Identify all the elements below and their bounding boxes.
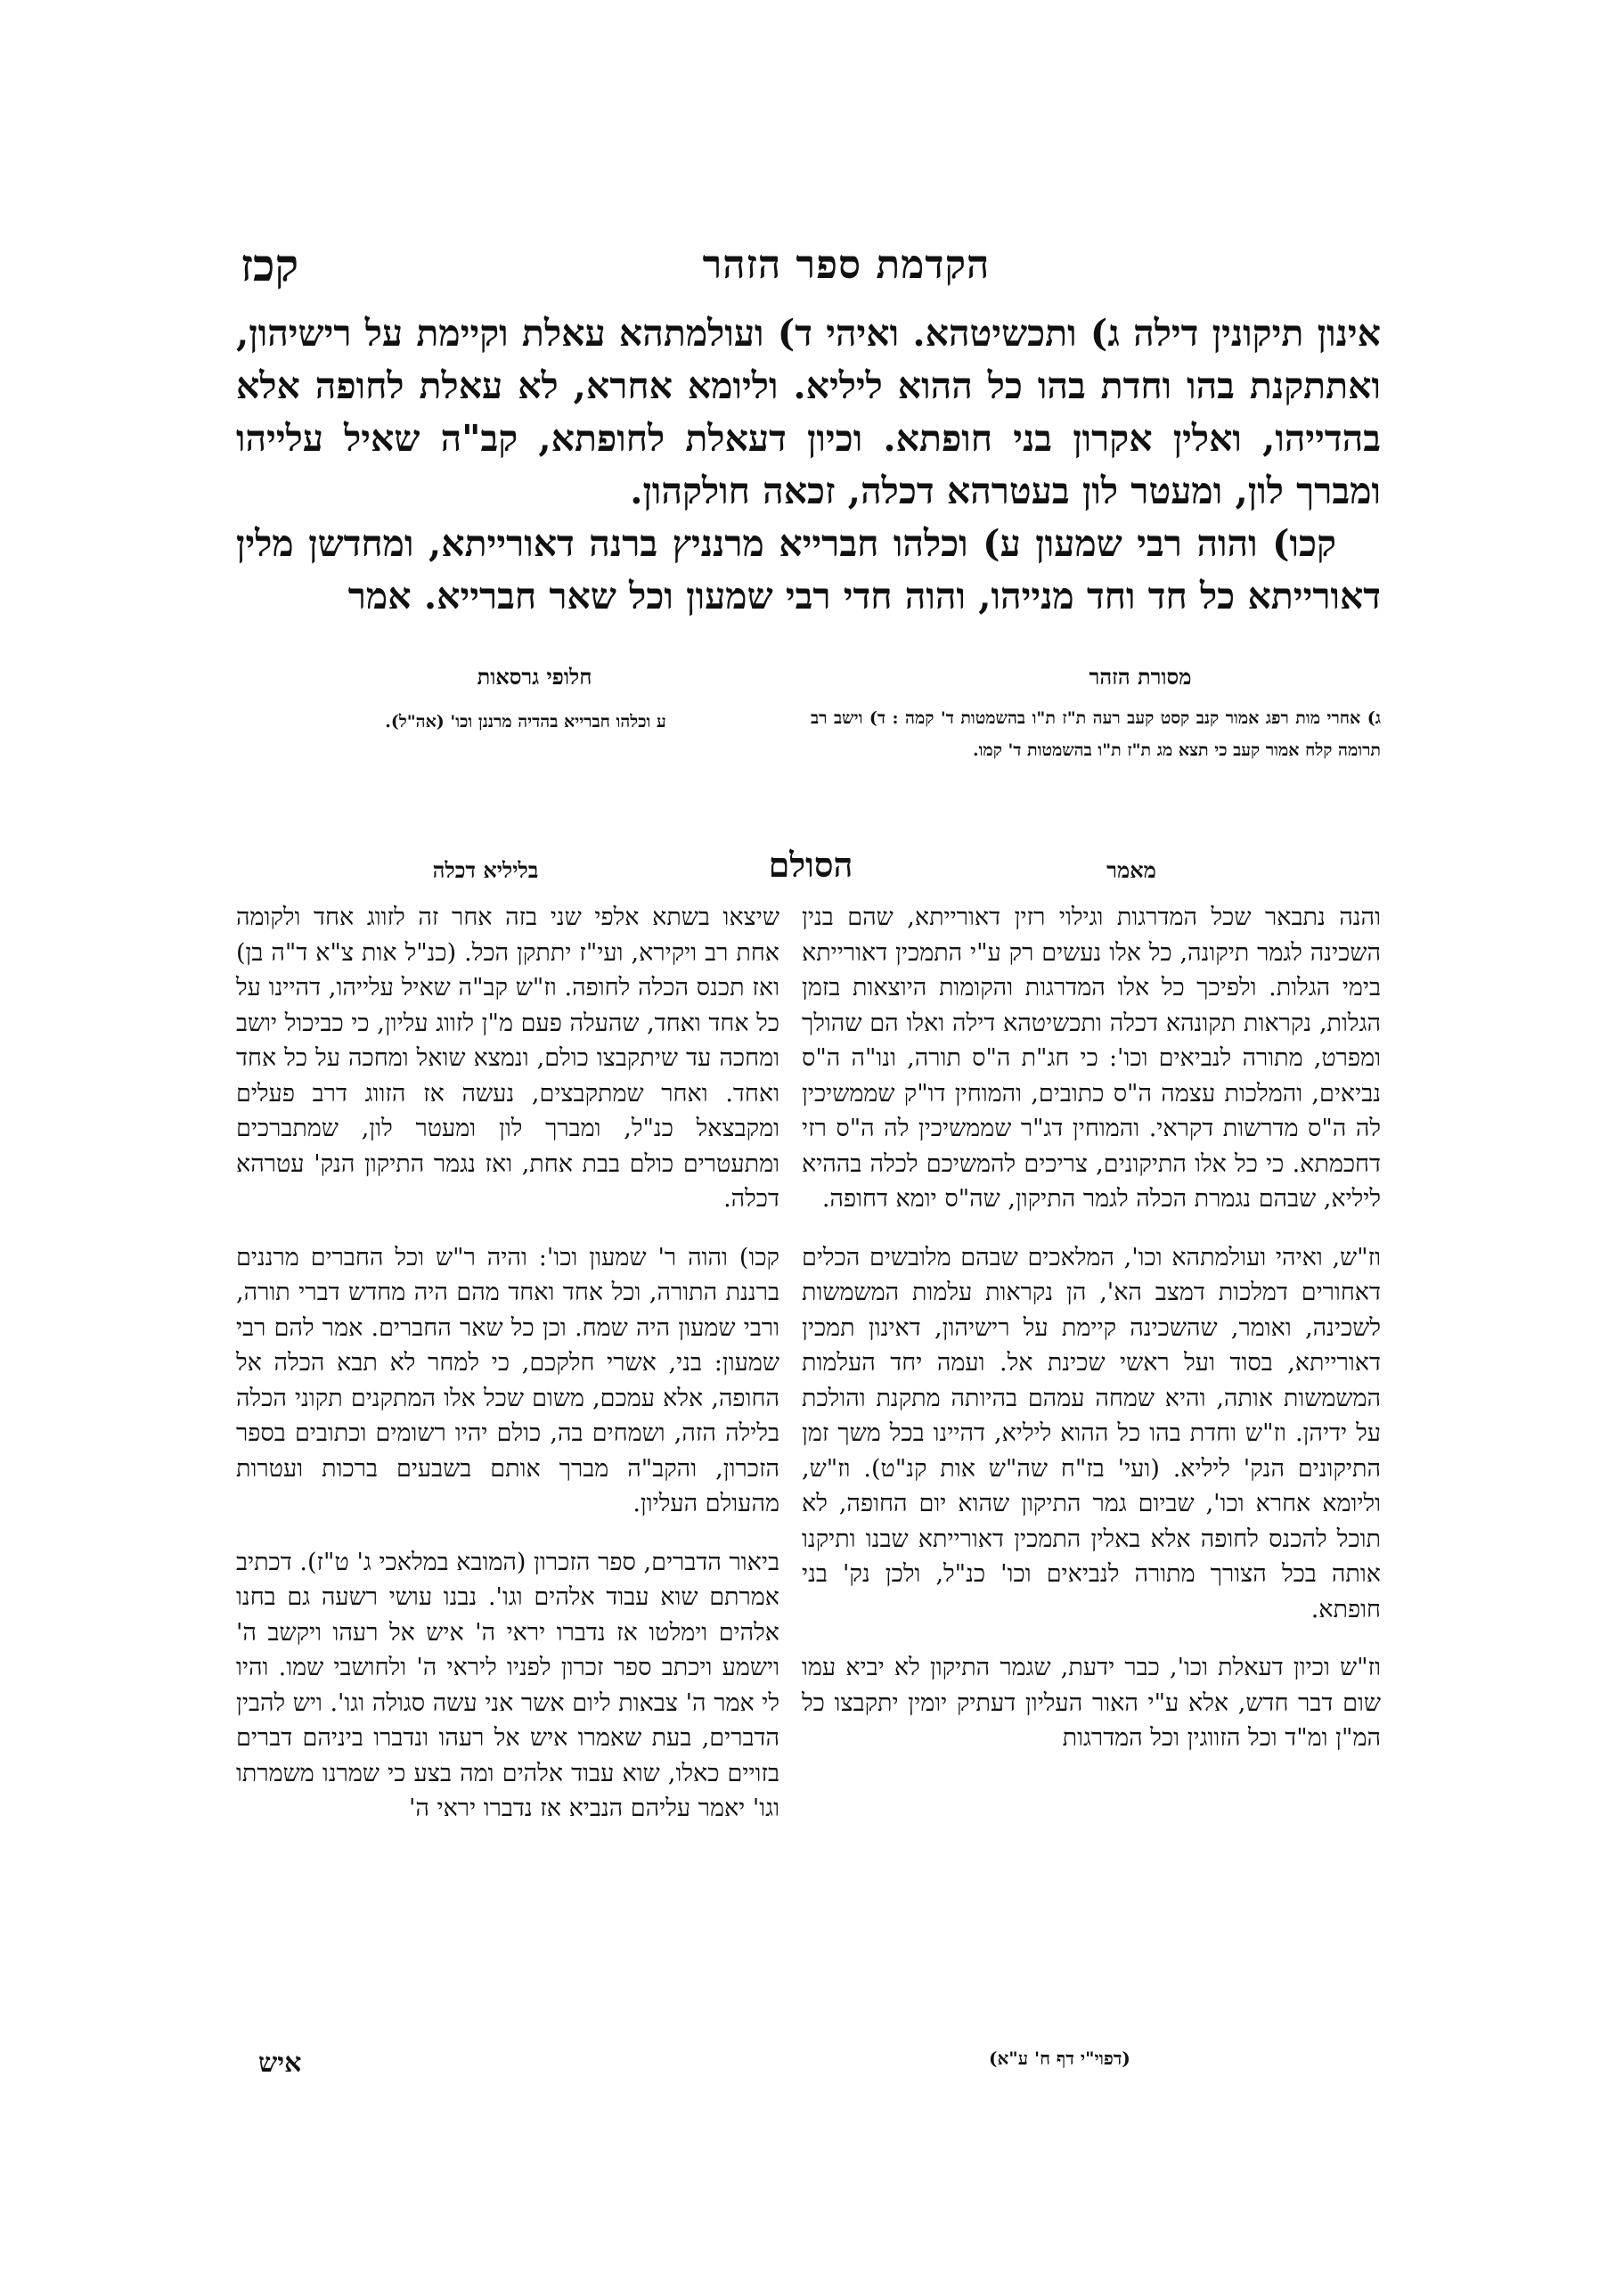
- main-paragraph-1: אינון תיקונין דילה ג) ותכשיטהא. ואיהי ד) ועולמתהא עאלת וקיימת על רישיהון, ואתתקנת בהו וחדת בהו כל ההוא ליליא. וליומא אחרא, לא עאלת לחופה אלא בהדייהו, ואלין אקרון בני חופתא. וכיון דעאלת לחופתא, קב"ה שאיל עלייהו ומברך לון, ומעטר לון בעטרהא דכלה, זכאה חולקהון.: [236, 312, 1381, 512]
- commentary-column-left: [236, 900, 779, 1850]
- commentary-column-right: [802, 900, 1381, 1779]
- commentary-right-paragraph-2: וז"ש, ואיהי ועולמתהא וכו', המלאכים שבהם מלובשים הכלים דאחורים דמלכות דמצב הא', הן נקראות עלמות המשמשות לשכינה, ואומר, שהשכינה קיימת על רישיהון, דאינון תמכין דאורייתא, בסוד ועל ראשי שכינת אל. ועמה יחד העלמות המשמשות אותה, והיא שמחה עמהם בהיותה מתקנת והולכת על ידיהן. וז"ש וחדת בהו כל ההוא ליליא, דהיינו בכל משך זמן התיקונים הנק' ליליא. (ועי' בז"ח שה"ש אות קנ"ט). וז"ש, וליומא אחרא וכו', שביום גמר התיקון שהוא יום החופה, לא תוכל להכנס לחופה אלא באלין התמכין דאורייתא שבנו ותיקנו אותה בכל הצורך מתורה לנביאים וכו' כנ"ל, ולכן נק' בני חופתא.: [802, 1243, 1381, 1623]
- commentary-right-paragraph-1: והנה נתבאר שכל המדרגות וגילוי רזין דאורייתא, שהם בנין השכינה לגמר תיקונה, כל אלו נעשים רק ע"י התמכין דאורייתא בימי הגלות. ולפיכך כל אלו המדרגות והקומות היוצאות בזמן הגלות, נקראות תקונהא דכלה ותכשיטהא דילה ואלו הם שהולך ומפרט, מתורה לנביאים וכו': כי חג"ת ה"ס תורה, ונו"ה ה"ס נביאים, והמלכות עצמה ה"ס כתובים, והמוחין דו"ק שממשיכין לה ה"ס מדרשות דקראי. והמוחין דג"ר שממשיכין לה ה"ס רזי דחכמתא. כי כל אלו התיקונים, צריכים להמשיכם לכלה בההיא ליליא, שבהם נגמרת הכלה לגמר התיקון, שה"ס יומא דחופה.: [802, 903, 1381, 1213]
- catchword: איש: [258, 2048, 302, 2079]
- main-paragraph-2: קכו) והוה רבי שמעון ע) וכלהו חברייא מרנניץ ברנה דאורייתא, ומחדשן מלין דאורייתא כל חד וחד מנייהו, והוה חדי רבי שמעון וכל שאר חברייא. אמר: [236, 522, 1381, 617]
- chilufei-text: ע וכלהו חברייא בהדיה מרננן וכו' (אה"ל).: [385, 712, 666, 732]
- commentary-header-center: הסולם: [768, 845, 853, 885]
- chilufei-title: חלופי גרסאות: [477, 664, 592, 690]
- commentary-header-left: בליליא דכלה: [432, 857, 539, 883]
- zohar-main-text: [236, 307, 1381, 623]
- masoret-title: מסורת הזהר: [1089, 664, 1192, 690]
- commentary-left-paragraph-1: שיצאו בשתא אלפי שני בזה אחר זה לזווג אחד ולקומה אחת רב ויקירא, ועי"ז יתתקן הכל. (כנ"ל אות צ"א ד"ה בן) ואז תכנס הכלה לחופה. וז"ש קב"ה שאיל עלייהו, דהיינו על כל אחד ואחד, שהעלה פעם מ"ן לזווג עליון, כי כביכול יושב ומחכה עד שיתקבצו כולם, ונמצא שואל ומחכה על כל אחד ואחד. ואחר שמתקבצים, נעשה אז הזווג דרב פעלים ומקבצאל כנ"ל, ומברך לון ומעטר לון, שמתברכים ומתעטרים כולם בבת אחת, ואז נגמר התיקון הנק' עטרהא דכלה.: [236, 903, 779, 1213]
- commentary-header-right: מאמר: [1106, 857, 1156, 883]
- commentary-right-paragraph-3: וז"ש וכיון דעאלת וכו', כבר ידעת, שגמר התיקון לא יביא עמו שום דבר חדש, אלא ע"י האור העליון דעתיק יומין יתקבצו כל המ"ן ומ"ד וכל הזווגין וכל המדרגות: [802, 1654, 1381, 1752]
- page-number: קכז: [241, 239, 299, 291]
- masoret-text: ג) אחרי מות רפג אמור קנב קסט קעב רעה ת"ז ת"ו בהשמטות ד' קמה : ד) וישב רב תרומה קלח אמור קעב כי תצא מג ת"ז ת"ו בהשמטות ד' קמו.: [811, 708, 1381, 760]
- print-reference: (דפוי"י דף ח' ע"א): [989, 2048, 1130, 2069]
- commentary-left-paragraph-3: ביאור הדברים, ספר הזכרון (המובא במלאכי ג' ט"ז). דכתיב אמרתם שוא עבוד אלהים וגו'. נבנו עושי רשעה גם בחנו אלהים וימלטו אז נדברו יראי ה' איש אל רעהו ויקשב ה' וישמע ויכתב ספר זכרון לפניו ליראי ה' ולחושבי שמו. והיו לי אמר ה' צבאות ליום אשר אני עשה סגולה וגו'. ויש להבין הדברים, בעת שאמרו איש אל רעהו ונדברו ביניהם דברים בזויים כאלו, שוא עבוד אלהים ומה בצע כי שמרנו משמרתו וגו' יאמר עליהם הנביא אז נדברו יראי ה': [236, 1548, 779, 1822]
- commentary-left-paragraph-2: קכו) והוה ר' שמעון וכו': והיה ר"ש וכל החברים מרננים ברננת התורה, וכל אחד ואחד מהם היה מחדש דברי תורה, ורבי שמעון היה שמח. וכן כל שאר החברים. אמר להם רבי שמעון: בני, אשרי חלקכם, כי למחר לא תבא הכלה אל החופה, אלא עמכם, משום שכל אלו המתקנים תקוני הכלה בלילה הזה, ושמחים בה, כולם יהיו רשומים וכתובים בספר הזכרון, והקב"ה מברך אותם בשבעים ברכות ועטרות מהעולם העליון.: [236, 1243, 779, 1517]
- running-title: הקדמת ספר הזהר: [702, 242, 991, 288]
